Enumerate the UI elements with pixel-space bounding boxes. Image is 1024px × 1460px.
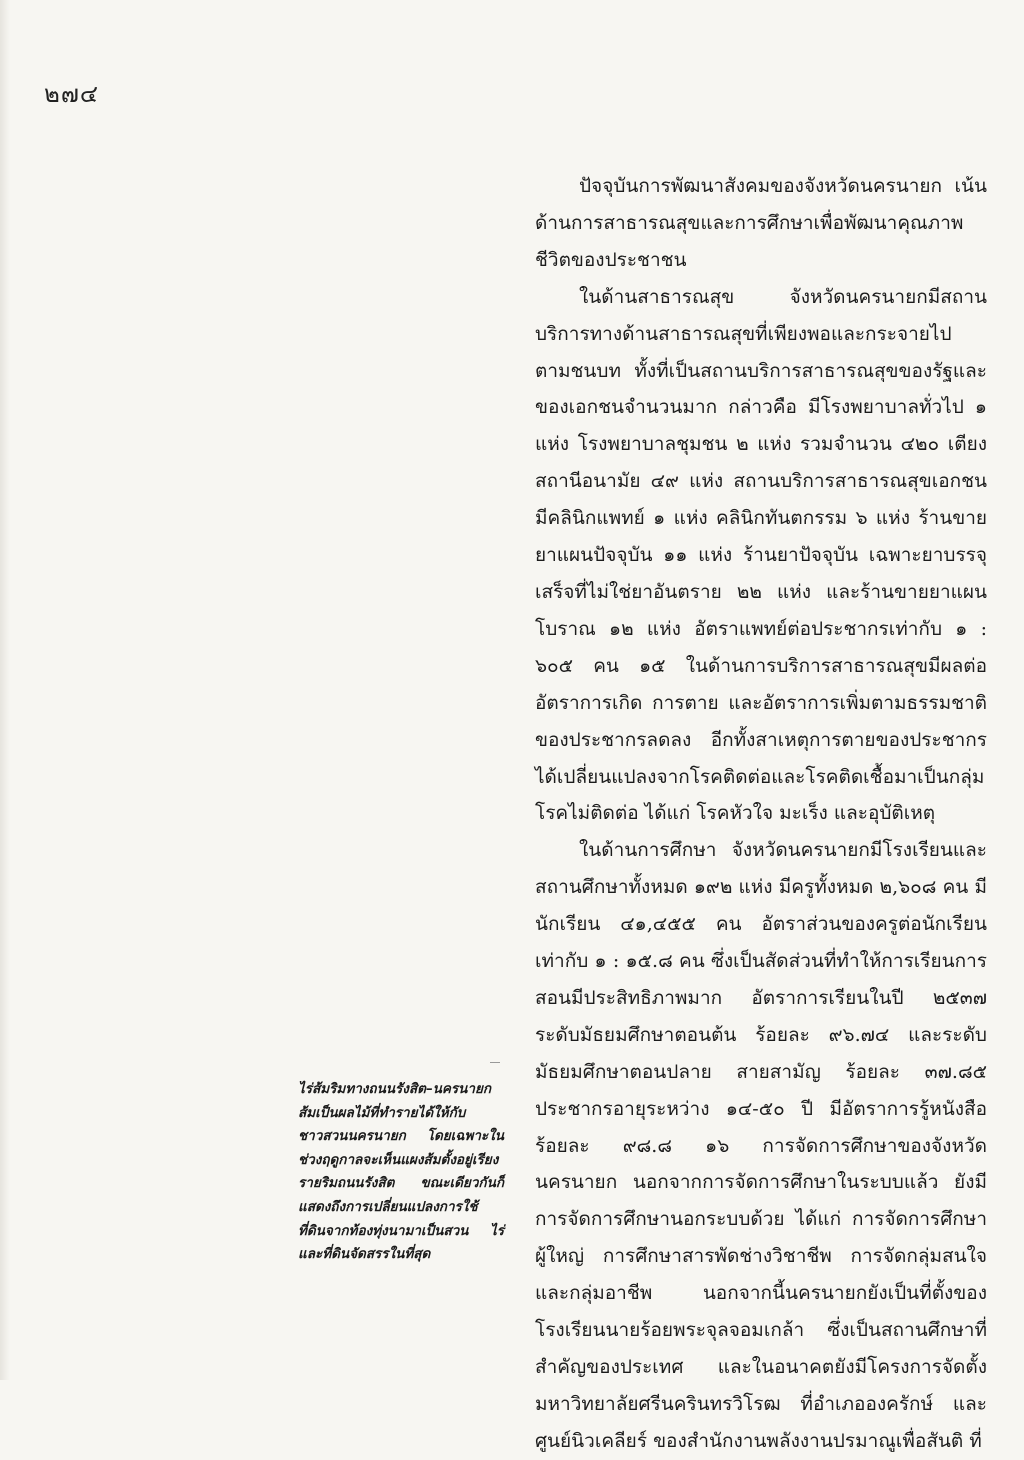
photo-caption: ไร่ส้มริมทางถนนรังสิต–นครนายก ส้มเป็นผลไม้ที่ทำรายได้ให้กับชาวสวนนครนายก โดยเฉพาะในช่วงฤดูกาลจะเห็นแผงส้มตั้งอยู่เรียงรายริมถนนรังสิต ขณะเดียวกันก็แสดงถึงการเปลี่ยนแปลงการใช้ที่ดินจากท้องทุ่งนามาเป็นสวน ไร่ และที่ดินจัดสรรในที่สุด (298, 1081, 504, 1263)
body-text-column (535, 168, 987, 1460)
caption-divider (490, 1062, 500, 1063)
paragraph-education: ในด้านการศึกษา จังหวัดนครนายกมีโรงเรียนและสถานศึกษาทั้งหมด ๑๙๒ แห่ง มีครูทั้งหมด ๒,๖๐๘ คน มีนักเรียน ๔๑,๔๕๕ คน อัตราส่วนของครูต่อนักเรียนเท่ากับ ๑ : ๑๕.๘ คน ซึ่งเป็นสัดส่วนที่ทำให้การเรียนการสอนมีประสิทธิภาพมาก อัตราการเรียนในปี ๒๕๓๗ ระดับมัธยมศึกษาตอนต้น ร้อยละ ๙๖.๗๔ และระดับมัธยมศึกษาตอนปลาย สายสามัญ ร้อยละ ๓๗.๘๕ ประชากรอายุระหว่าง ๑๔-๕๐ ปี มีอัตราการรู้หนังสือ ร้อยละ ๙๘.๘ ๑๖ การจัดการศึกษาของจังหวัดนครนายก นอกจากการจัดการศึกษาในระบบแล้ว ยังมีการจัดการศึกษานอกระบบด้วย ได้แก่ การจัดการศึกษาผู้ใหญ่ การศึกษาสารพัดช่างวิชาชีพ การจัดกลุ่มสนใจและกลุ่มอาชีพ นอกจากนี้นครนายกยังเป็นที่ตั้งของโรงเรียนนายร้อยพระจุลจอมเกล้า ซึ่งเป็นสถานศึกษาที่สำคัญของประเทศ และในอนาคตยังมีโครงการจัดตั้งมหาวิทยาลัยศรีนครินทรวิโรฒ ที่อำเภอองครักษ์ และศูนย์นิวเคลียร์ ของสำนักงานพลังงานปรมาณูเพื่อสันติ ที่ (535, 839, 987, 1452)
paragraph-public-health: ในด้านสาธารณสุข จังหวัดนครนายกมีสถานบริการทางด้านสาธารณสุขที่เพียงพอและกระจายไปตามชนบท ทั้งที่เป็นสถานบริการสาธารณสุขของรัฐและของเอกชนจำนวนมาก กล่าวคือ มีโรงพยาบาลทั่วไป ๑ แห่ง โรงพยาบาลชุมชน ๒ แห่ง รวมจำนวน ๔๒๐ เตียง สถานีอนามัย ๔๙ แห่ง สถานบริการสาธารณสุขเอกชน มีคลินิกแพทย์ ๑ แห่ง คลินิกทันตกรรม ๖ แห่ง ร้านขายยาแผนปัจจุบัน ๑๑ แห่ง ร้านยาปัจจุบัน เฉพาะยาบรรจุเสร็จที่ไม่ใช่ยาอันตราย ๒๒ แห่ง และร้านขายยาแผนโบราณ ๑๒ แห่ง อัตราแพทย์ต่อประชากรเท่ากับ ๑ : ๖๐๕ คน ๑๕ ในด้านการบริการสาธารณสุขมีผลต่ออัตราการเกิด การตาย และอัตราการเพิ่มตามธรรมชาติของประชากรลดลง อีกทั้งสาเหตุการตายของประชากรได้เปลี่ยนแปลงจากโรคติดต่อและโรคติดเชื้อมาเป็นกลุ่มโรคไม่ติดต่อ ได้แก่ โรคหัวใจ มะเร็ง และอุบัติเหตุ (535, 285, 987, 825)
page-edge-shadow (0, 0, 10, 1380)
paragraph-intro: ปัจจุบันการพัฒนาสังคมของจังหวัดนครนายก เน้นด้านการสาธารณสุขและการศึกษาเพื่อพัฒนาคุณภาพชีวิตของประชาชน (535, 175, 987, 271)
page-number: ๒๗๔ (44, 80, 100, 108)
